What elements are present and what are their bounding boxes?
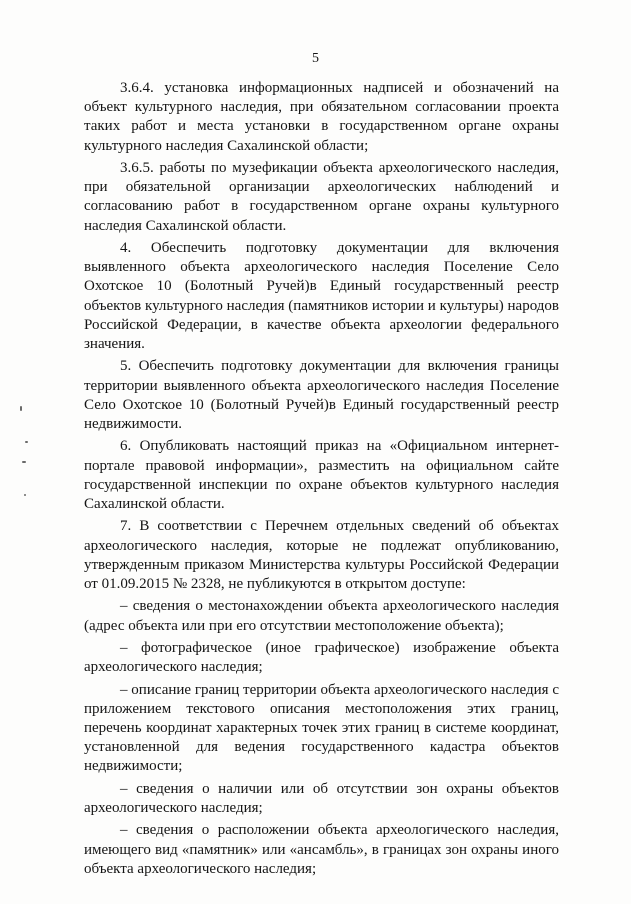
- list-item-location: – сведения о местонахождении объекта археологического наследия (адрес объекта или при его отсутствии местоположение объекта);: [84, 598, 559, 634]
- list-item-boundaries: – описание границ территории объекта археологического наследия с приложением текстового описания местоположения этих границ, перечень координат характерных точек этих границ в системе координат, установленной для ведения государственного кадастра объектов недвижимости;: [84, 681, 559, 775]
- scan-speck: [20, 406, 22, 411]
- list-item-photo: – фотографическое (иное графическое) изображение объекта археологического наследия;: [84, 640, 559, 676]
- paragraph-5: 5. Обеспечить подготовку документации для включения границы территории выявленного объекта археологического наследия Поселение Село Охотское 10 (Болотный Ручей)в Единый государственный реестр недвижимости.: [84, 358, 559, 433]
- paragraph-4: 4. Обеспечить подготовку документации для включения выявленного объекта археологического наследия Поселение Село Охотское 10 (Болотный Ручей)в Единый государственный реестр объектов культурного наследия (памятников истории и культуры) народов Российской Федерации, в качестве объекта археологии федерального значения.: [84, 240, 559, 353]
- list-item-protection-zones: – сведения о наличии или об отсутствии зон охраны объектов археологического наследия;: [84, 780, 559, 816]
- scan-speck: [25, 441, 28, 443]
- paragraph-3-6-4: 3.6.4. установка информационных надписей и обозначений на объект культурного наследия, при обязательном согласовании проекта таких работ и места установки в государственном органе охраны культурного наследия Сахалинской области;: [84, 80, 559, 154]
- scan-speck: [24, 494, 26, 496]
- paragraph-3-6-5: 3.6.5. работы по музефикации объекта археологического наследия, при обязательной организации археологических наблюдений и согласованию работ в государственном органе охраны культурного наследия Сахалинской области.: [84, 160, 559, 234]
- paragraph-6: 6. Опубликовать настоящий приказ на «Официальном интернет-портале правовой информации», разместить на официальном сайте государственной инспекции по охране объектов культурного наследия Сахалинской области.: [84, 438, 559, 513]
- page-number: 5: [312, 51, 319, 66]
- list-item-placement: – сведения о расположении объекта археологического наследия, имеющего вид «памятник» или «ансамбль», в границах зон охраны иного объекта археологического наследия;: [84, 822, 559, 877]
- scan-speck: [22, 461, 26, 463]
- document-body: [84, 79, 559, 882]
- paragraph-7: 7. В соответствии с Перечнем отдельных сведений об объектах археологического наследия, которые не подлежат опубликованию, утвержденным приказом Министерства культуры Российской Федерации от 01.09.2015 № 2328, не публикуются в открытом доступе:: [84, 518, 559, 593]
